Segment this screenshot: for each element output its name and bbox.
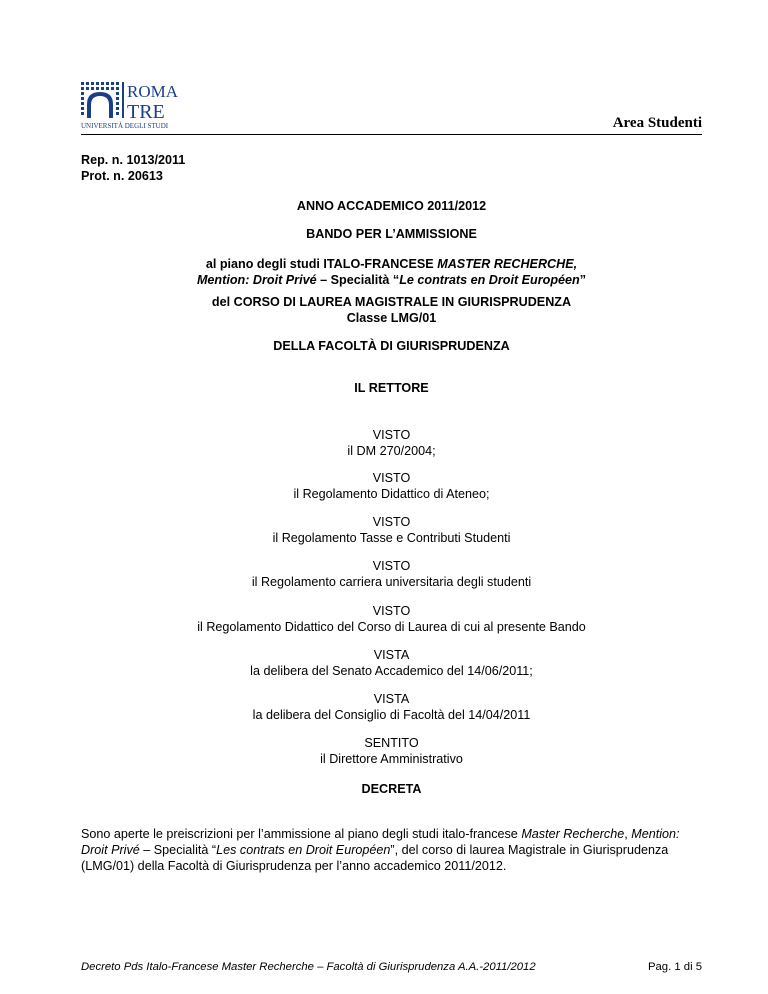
university-logo xyxy=(81,68,197,130)
paragraph-text: – Specialità “ xyxy=(139,843,217,857)
specialita-name: Le contrats en Droit Européen xyxy=(399,273,580,287)
consideration-text: la delibera del Consiglio di Facoltà del 14/04/2011 xyxy=(252,708,531,722)
paragraph-text: Sono aperte le preiscrizioni per l’ammissione al piano degli studi italo-francese xyxy=(81,827,522,841)
specialita-close: ” xyxy=(579,273,587,287)
mention-line xyxy=(81,272,702,288)
consideration xyxy=(81,647,702,679)
roma-tre-logo-icon xyxy=(81,68,197,130)
consideration-verb: VISTA xyxy=(373,648,410,662)
logo-line3: UNIVERSITÀ DEGLI STUDI xyxy=(81,122,169,130)
footer-title: Decreto Pds Italo-Francese Master Recherche – Facoltà di Giurisprudenza A.A.-2011/2012 xyxy=(81,961,536,973)
rettore-heading: IL RETTORE xyxy=(354,381,429,395)
consideration-verb: VISTO xyxy=(372,428,411,442)
piano-line xyxy=(81,256,702,272)
academic-year: ANNO ACCADEMICO 2011/2012 xyxy=(296,199,487,213)
facolta-line: DELLA FACOLTÀ DI GIURISPRUDENZA xyxy=(273,339,510,353)
prot-number: Prot. n. 20613 xyxy=(81,169,163,183)
mention-text: Mention: Droit Privé xyxy=(196,273,317,287)
rep-number: Rep. n. 1013/2011 xyxy=(81,153,186,167)
paragraph-text: ”, del corso di laurea Magistrale in Giurisprudenza (LMG/01) della Facoltà di Giurisprudenza per l’anno accademico 2011/2012. xyxy=(81,843,669,873)
header-divider xyxy=(81,134,702,135)
paragraph-text: , xyxy=(624,827,632,841)
specialita-text: – Specialità “ xyxy=(316,273,400,287)
consideration xyxy=(81,735,702,767)
consideration xyxy=(81,691,702,723)
consideration-text: il Regolamento Didattico del Corso di Laurea di cui al presente Bando xyxy=(197,620,586,634)
references xyxy=(81,152,185,184)
consideration xyxy=(81,558,702,590)
consideration xyxy=(81,427,702,459)
classe-line: Classe LMG/01 xyxy=(346,311,437,325)
consideration-verb: VISTA xyxy=(373,692,410,706)
consideration-verb: VISTO xyxy=(372,515,411,529)
consideration xyxy=(81,514,702,546)
decree-paragraph xyxy=(81,826,702,874)
bando-title: BANDO PER L’AMMISSIONE xyxy=(306,227,477,241)
paragraph-italic: Les contrats en Droit Européen xyxy=(216,843,391,857)
consideration-verb: VISTO xyxy=(372,471,411,485)
consideration-text: la delibera del Senato Accademico del 14/06/2011; xyxy=(250,664,533,678)
consideration-text: il DM 270/2004; xyxy=(347,444,436,458)
piano-text: al piano degli studi ITALO-FRANCESE xyxy=(205,257,438,271)
consideration-verb: SENTITO xyxy=(364,736,419,750)
master-recherche: MASTER RECHERCHE, xyxy=(437,257,578,271)
consideration xyxy=(81,603,702,635)
decreta-heading: DECRETA xyxy=(361,782,422,796)
consideration-text: il Direttore Amministrativo xyxy=(320,752,463,766)
consideration-text: il Regolamento carriera universitaria degli studenti xyxy=(251,575,532,589)
page-footer xyxy=(81,961,702,973)
consideration-text: il Regolamento Didattico di Ateneo; xyxy=(293,487,490,501)
logo-line2: TRE xyxy=(127,101,165,123)
page-number: Pag. 1 di 5 xyxy=(647,961,702,973)
consideration xyxy=(81,470,702,502)
paragraph-italic: Master Recherche xyxy=(521,827,625,841)
paragraph-italic: Mention: Droit Privé xyxy=(81,827,680,857)
consideration-verb: VISTO xyxy=(372,559,411,573)
area-studenti-label: Area Studenti xyxy=(612,115,702,131)
consideration-text: il Regolamento Tasse e Contributi Studenti xyxy=(272,531,511,545)
logo-line1: ROMA xyxy=(127,82,179,101)
corso-line: del CORSO DI LAUREA MAGISTRALE IN GIURISPRUDENZA xyxy=(211,295,572,309)
consideration-verb: VISTO xyxy=(372,604,411,618)
